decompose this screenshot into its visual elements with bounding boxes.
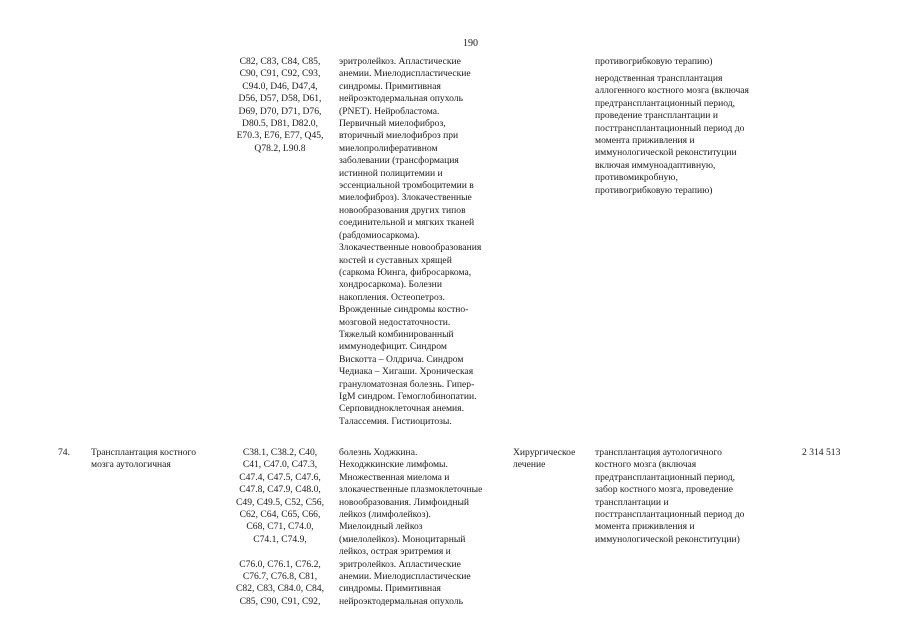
diagnoses: болезнь Ходжкина. Неходжкинские лимфомы. Множественная миелома и злокачественные плазмоклеточные новообразования. Лимфоидный лейкоз (лимфолейкоз). Миелоидный лейкоз (миелолейкоз). Моноцитарный лейкоз, острая эритремия и эритролейкоз. Апластические анемии. Миелодиспластические синдромы. Примитивная нейроэктодермальная опухоль (339, 447, 483, 607)
treatment-method: Хирургическое лечение (513, 447, 576, 471)
prev-row-icd-codes: C82, C83, C84, C85, C90, C91, C92, C93, C94.0, D46, D47,4, D56, D57, D58, D61, D69, D70, D71, D76, D80.5, D81, D82.0, E70.3, E76, E77, Q45, Q78.2, L90.8 (236, 56, 324, 154)
procedure-name: Трансплантация костного мозга аутологичная (91, 447, 196, 471)
row-number: 74. (58, 447, 70, 458)
prev-row-diagnoses: эритролейкоз. Апластические анемии. Миелодиспластические синдромы. Примитивная нейроэктодермальная опухоль (PNET). Нейробластома. Первичный миелофиброз, вторичный миелофиброз при миелопролиферативном заболевании (трансформация истинной полицитемии и эссенциальной тромбоцитемии в миелофиброз). Злокачественные новообразования других типов соединительной и мягких тканей (рабдомиосаркома). Злокачественные новообразования костей и суставных хрящей (саркома Юинга, фибросаркома, хондросаркома). Болезни накопления. Остеопетроз. Врожденные синдромы костно- мозговой недостаточности. Тяжелый комбинированный иммунодефицит. Синдром Вискотта – Олдрича. Синдром Чедиака – Хигаши. Хроническая грануломатозная болезнь. Гипер- IgM синдром. Гемоглобинопатии. Серповидноклеточная анемия. Талассемия. Гистиоцитозы. (339, 56, 482, 427)
icd-codes: C38.1, C38.2, C40, C41, C47.0, C47.3, C47.4, C47.5, C47.6, C47.8, C47.9, C48.0, C49, C49.5, C52, C56, C62, C64, C65, C66, C68, C71, C74.0, C74.1, C74.9, C76.0, C76.1, C76.2, C76.7, C76.8, C81, C82, C83, C84.0, C84, C85, C90, C91, C92, (236, 447, 324, 607)
price: 2 314 513 (802, 447, 841, 458)
treatment-description: трансплантация аутологичного костного мозга (включая предтрансплантационный период, забор костного мозга, проведение трансплантации и посттрансплантационный период до момента приживления и иммунологической реконституции) (595, 447, 745, 545)
prev-row-treatment-end: противогрибковую терапию) (595, 56, 713, 67)
prev-row-treatment-unrelated: неродственная трансплантация аллогенного костного мозга (включая предтрансплантационный период, проведение трансплантации и посттрансплантационный период до момента приживления и иммунологической реконституции включая иммуноадаптивную, противомикробную, противогрибковую терапию) (595, 73, 749, 196)
page-number: 190 (463, 38, 478, 49)
